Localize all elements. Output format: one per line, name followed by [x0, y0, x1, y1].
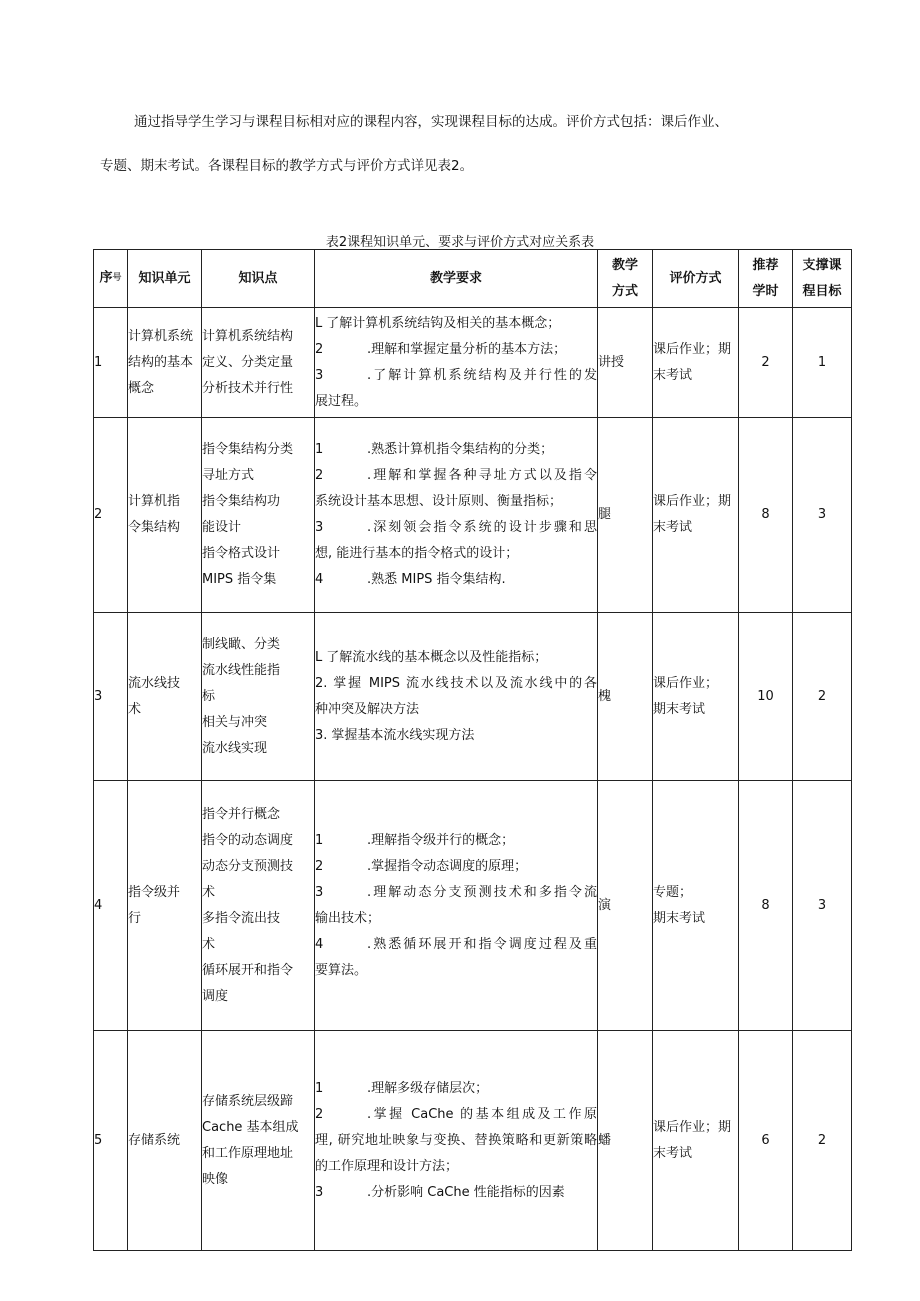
requirement-number: 3: [315, 367, 324, 383]
cell-line: 能设计: [202, 520, 242, 535]
requirement-number: 2: [315, 858, 324, 874]
target-cell: 1: [793, 308, 852, 418]
requirement-number: 1: [315, 442, 324, 457]
requirement-line: 1 .熟悉计算机指令集结构的分类；: [315, 437, 597, 463]
requirement-line: 3. 掌握基本流水线实现方法: [315, 723, 597, 749]
requirement-number: 3: [315, 520, 324, 535]
evaluation-cell: [653, 781, 739, 1031]
cell-line: 课后作业；期: [653, 494, 732, 509]
requirement-number: 3: [315, 1184, 324, 1200]
cell-line: 存储系统: [128, 1132, 181, 1148]
cell-line: 末考试: [653, 367, 693, 383]
table-row: [94, 613, 852, 781]
requirement-line: 种冲突及解决方法: [315, 701, 420, 717]
requirement-line: 理, 研究地址映象与变换、替换策略和更新策略: [315, 1132, 597, 1148]
table-row: [94, 418, 852, 613]
cell-line: 末考试: [653, 520, 693, 535]
requirements-cell: [315, 781, 598, 1031]
cell-line: 动态分支预测技: [202, 858, 294, 874]
row-number: 2: [94, 418, 128, 613]
header-seq: 序号: [94, 250, 128, 308]
requirements-cell: [315, 1031, 598, 1251]
requirements-cell: [315, 308, 598, 418]
requirement-number: 2: [315, 468, 324, 483]
cell-line: 期末考试: [653, 910, 706, 926]
teaching-method-cell: 蟠: [598, 1031, 653, 1251]
row-number: 5: [94, 1031, 128, 1251]
cell-line: 概念: [128, 380, 155, 396]
requirement-number: 3.: [315, 727, 328, 743]
cell-line: 流水线技: [128, 675, 181, 691]
cell-line: 术: [202, 936, 216, 952]
requirement-line: 3 .理解动态分支预测技术和多指令流: [315, 880, 597, 906]
hours-cell: 8: [739, 418, 793, 613]
cell-line: 课后作业；: [653, 675, 719, 691]
requirement-number: 2: [315, 1106, 324, 1122]
requirement-number: L: [315, 315, 323, 331]
requirement-line: 系统设计基本思想、设计原则、衡量指标；: [315, 494, 563, 509]
requirement-number: 2: [315, 341, 324, 357]
cell-line: 映像: [202, 1171, 229, 1187]
cell-line: 课后作业；期: [653, 1119, 732, 1135]
requirement-number: 4: [315, 936, 324, 952]
header-hours: 推荐 学时: [739, 250, 793, 308]
cell-line: 流水线性能指: [202, 662, 281, 678]
knowledge-unit-cell: [128, 308, 202, 418]
cell-line: 专题；: [653, 884, 693, 900]
cell-line: 令集结构: [128, 520, 181, 535]
requirement-line: 的工作原理和设计方法；: [315, 1158, 459, 1174]
hours-cell: 10: [739, 613, 793, 781]
knowledge-points-cell: [202, 1031, 315, 1251]
evaluation-cell: [653, 1031, 739, 1251]
cell-line: 计算机系统: [128, 328, 194, 344]
cell-line: 期末考试: [653, 701, 706, 717]
cell-line: 循环展开和指令: [202, 962, 294, 978]
requirement-number: 3: [315, 884, 324, 900]
header-evaluation: 评价方式: [653, 250, 739, 308]
hours-cell: 8: [739, 781, 793, 1031]
table-caption: 表2课程知识单元、要求与评价方式对应关系表: [325, 235, 595, 250]
knowledge-unit-cell: [128, 1031, 202, 1251]
intro-paragraph-line-2: 专题、期末考试。各课程目标的教学方式与评价方式详见表2。: [100, 158, 474, 174]
teaching-method-cell: 槐: [598, 613, 653, 781]
requirement-line: L 了解计算机系统结钩及相关的基本概念；: [315, 311, 597, 337]
knowledge-unit-cell: [128, 613, 202, 781]
requirement-line: 4 .熟悉循环展开和指令调度过程及重: [315, 932, 597, 958]
cell-line: 相关与冲突: [202, 714, 268, 730]
cell-line: 制线瞰、分类: [202, 636, 281, 652]
header-knowledge-points: 知识点: [202, 250, 315, 308]
requirements-cell: [315, 418, 598, 613]
table-header-row: [94, 250, 852, 308]
knowledge-points-cell: [202, 781, 315, 1031]
teaching-method-cell: 演: [598, 781, 653, 1031]
cell-line: 指令并行概念: [202, 806, 281, 822]
cell-line: 课后作业；期: [653, 341, 732, 357]
cell-line: 行: [128, 910, 142, 926]
cell-line: 术: [128, 701, 142, 717]
table-row: [94, 781, 852, 1031]
table-row: [94, 1031, 852, 1251]
requirement-number: 4: [315, 572, 324, 587]
requirement-line: 想, 能进行基本的指令格式的设计；: [315, 546, 519, 561]
knowledge-unit-cell: [128, 418, 202, 613]
knowledge-units-table: [93, 249, 852, 1251]
hours-cell: 2: [739, 308, 793, 418]
teaching-method-cell: 腿: [598, 418, 653, 613]
requirement-line: 2 .理解和掌握定量分析的基本方法；: [315, 337, 597, 363]
requirement-line: L 了解流水线的基本概念以及性能指标；: [315, 645, 597, 671]
knowledge-points-cell: [202, 308, 315, 418]
requirement-line: 输出技术；: [315, 910, 381, 926]
cell-line: 末考试: [653, 1145, 693, 1161]
requirement-line: 1 .理解指令级并行的概念；: [315, 828, 597, 854]
row-number: 3: [94, 613, 128, 781]
requirement-number: 1: [315, 1080, 324, 1096]
cell-line: 多指令流出技: [202, 910, 281, 926]
cell-line: 计算机系统结构: [202, 328, 294, 344]
requirement-line: 3 .了解计算机系统结构及并行性的发: [315, 363, 597, 389]
target-cell: 3: [793, 781, 852, 1031]
cell-line: 寻址方式: [202, 468, 255, 483]
requirement-line: 2 .掌握 CaChe 的基本组成及工作原: [315, 1102, 597, 1128]
requirement-line: 要算法。: [315, 962, 368, 978]
requirement-line: 2 .理解和掌握各种寻址方式以及指令: [315, 463, 597, 489]
requirement-line: 展过程。: [315, 393, 368, 409]
header-knowledge-unit: 知识单元: [128, 250, 202, 308]
cell-line: 流水线实现: [202, 740, 268, 756]
target-cell: 3: [793, 418, 852, 613]
cell-line: 定义、分类定量: [202, 354, 294, 370]
cell-line: 指令格式设计: [202, 546, 281, 561]
row-number: 4: [94, 781, 128, 1031]
evaluation-cell: [653, 308, 739, 418]
header-teaching-method: 教学 方式: [598, 250, 653, 308]
cell-line: 调度: [202, 988, 229, 1004]
cell-line: 指令级并: [128, 884, 181, 900]
target-cell: 2: [793, 1031, 852, 1251]
knowledge-unit-cell: [128, 781, 202, 1031]
knowledge-points-cell: [202, 613, 315, 781]
cell-line: 分析技术并行性: [202, 380, 294, 396]
requirement-line: 3 .分析影响 CaChe 性能指标的因素: [315, 1180, 597, 1206]
target-cell: 2: [793, 613, 852, 781]
intro-paragraph-line-1: 通过指导学生学习与课程目标相对应的课程内容，实现课程目标的达成。评价方式包括：课后作业、: [134, 114, 728, 130]
cell-line: MIPS 指令集: [202, 572, 277, 587]
evaluation-cell: [653, 613, 739, 781]
requirement-line: 1 .理解多级存储层次；: [315, 1076, 597, 1102]
requirement-number: 2.: [315, 675, 328, 691]
requirements-cell: [315, 613, 598, 781]
requirement-line: 2 .掌握指令动态调度的原理；: [315, 854, 597, 880]
evaluation-cell: [653, 418, 739, 613]
cell-line: 指令的动态调度: [202, 832, 294, 848]
hours-cell: 6: [739, 1031, 793, 1251]
requirement-number: L: [315, 649, 323, 665]
requirement-number: 1: [315, 832, 324, 848]
cell-line: Cache 基本组成: [202, 1119, 299, 1135]
teaching-method-cell: 讲授: [598, 308, 653, 418]
cell-line: 指令集结构功: [202, 494, 281, 509]
requirement-line: 4 .熟悉 MIPS 指令集结构.: [315, 567, 597, 593]
cell-line: 存储系统层级蹄: [202, 1093, 294, 1109]
cell-line: 指令集结构分类: [202, 442, 294, 457]
cell-line: 结构的基本: [128, 354, 194, 370]
knowledge-points-cell: [202, 418, 315, 613]
cell-line: 标: [202, 688, 216, 704]
table-row: [94, 308, 852, 418]
requirement-line: 3 .深刻领会指令系统的设计步骤和思: [315, 515, 597, 541]
cell-line: 和工作原理地址: [202, 1145, 294, 1161]
cell-line: 术: [202, 884, 216, 900]
header-teaching-requirements: 教学要求: [315, 250, 598, 308]
requirement-line: 2. 掌握 MIPS 流水线技术以及流水线中的各: [315, 671, 597, 697]
row-number: 1: [94, 308, 128, 418]
cell-line: 计算机指: [128, 494, 181, 509]
header-target: 支撑课 程目标: [793, 250, 852, 308]
